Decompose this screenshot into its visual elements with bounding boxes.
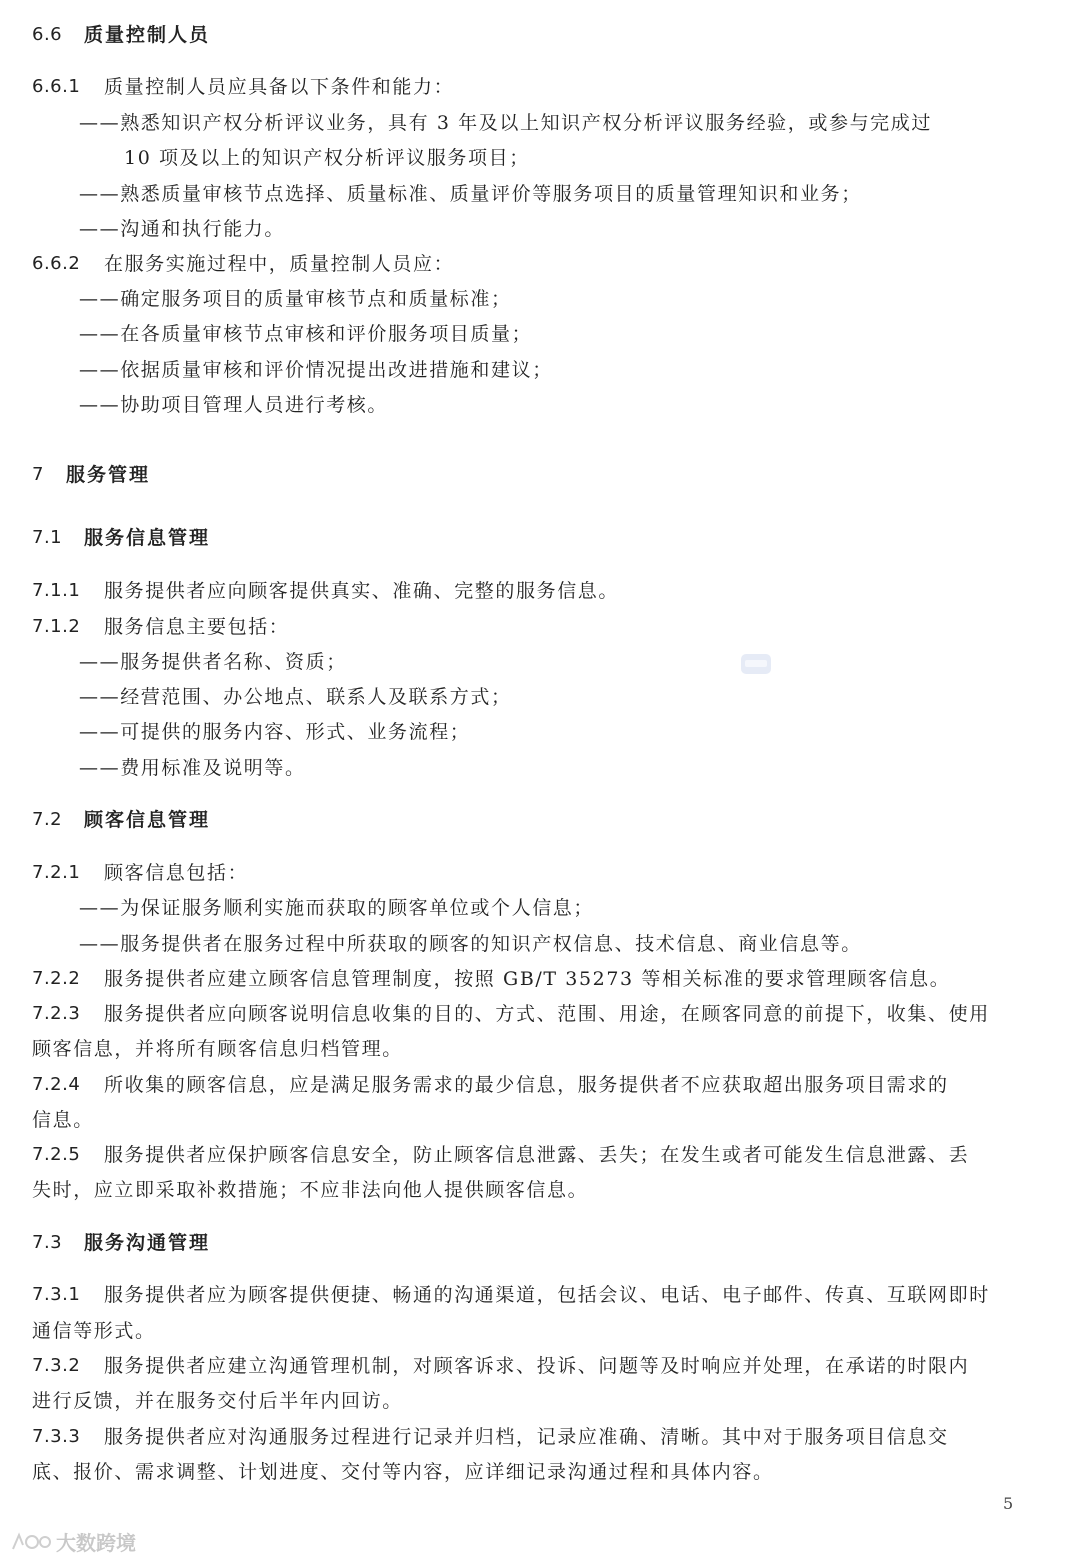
clause-text: 服务提供者应建立顾客信息管理制度，按照 GB/T 35273 等相关标准的要求管理顾客信息。	[104, 968, 951, 990]
clause-text: 服务提供者应向顾客说明信息收集的目的、方式、范围、用途，在顾客同意的前提下，收集、使用	[104, 1003, 990, 1025]
watermark-logo-icon	[10, 1531, 52, 1553]
clause-text: 质量控制人员应具备以下条件和能力：	[104, 76, 455, 98]
clause-text: 失时，应立即采取补救措施；不应非法向他人提供顾客信息。	[32, 1179, 589, 1201]
clause-text: 顾客信息包括：	[104, 862, 249, 884]
list-item-text: ——费用标准及说明等。	[79, 757, 306, 779]
list-item-text: ——确定服务项目的质量审核节点和质量标准；	[79, 288, 512, 310]
section-title: 服务沟通管理	[84, 1232, 211, 1254]
clause-text: 所收集的顾客信息，应是满足服务需求的最少信息，服务提供者不应获取超出服务项目需求的	[104, 1074, 949, 1096]
section-title: 服务信息管理	[84, 527, 211, 549]
chapter-title: 服务管理	[66, 464, 151, 486]
list-item-text: ——为保证服务顺利实施而获取的顾客单位或个人信息；	[79, 897, 595, 919]
section-title: 顾客信息管理	[84, 809, 211, 831]
clause-text: 服务信息主要包括：	[104, 616, 290, 638]
list-item-text: ——熟悉质量审核节点选择、质量标准、质量评价等服务项目的质量管理知识和业务；	[79, 183, 862, 205]
list-item-text: ——熟悉知识产权分析评议业务，具有 3 年及以上知识产权分析评议服务经验，或参与完成过	[79, 112, 932, 134]
list-item-text: ——经营范围、办公地点、联系人及联系方式；	[79, 686, 512, 708]
section-number: 6.6	[32, 24, 63, 45]
list-item-text: ——沟通和执行能力。	[79, 218, 286, 240]
clause-text: 在服务实施过程中，质量控制人员应：	[104, 253, 455, 275]
clause-number: 7.2.2	[32, 968, 81, 989]
clause-number: 7.3.3	[32, 1426, 81, 1447]
clause-number: 7.3.2	[32, 1355, 81, 1376]
clause-text: 服务提供者应为顾客提供便捷、畅通的沟通渠道，包括会议、电话、电子邮件、传真、互联网即时	[104, 1284, 990, 1306]
section-number: 7.2	[32, 809, 63, 830]
list-item-text: ——服务提供者在服务过程中所获取的顾客的知识产权信息、技术信息、商业信息等。	[79, 933, 862, 955]
clause-text: 通信等形式。	[32, 1320, 156, 1342]
clause-number: 7.1.2	[32, 616, 81, 637]
clause-number: 7.2.3	[32, 1003, 81, 1024]
section-number: 7.3	[32, 1232, 63, 1253]
clause-text: 服务提供者应向顾客提供真实、准确、完整的服务信息。	[104, 580, 620, 602]
clause-number: 7.3.1	[32, 1284, 81, 1305]
clause-text: 服务提供者应保护顾客信息安全，防止顾客信息泄露、丢失；在发生或者可能发生信息泄露、丢	[104, 1144, 970, 1166]
clause-text: 顾客信息，并将所有顾客信息归档管理。	[32, 1038, 403, 1060]
clause-number: 6.6.1	[32, 76, 81, 97]
list-item-text: ——服务提供者名称、资质；	[79, 651, 347, 673]
clause-text: 信息。	[32, 1109, 94, 1131]
clause-number: 7.1.1	[32, 580, 81, 601]
clause-text: 底、报价、需求调整、计划进度、交付等内容，应详细记录沟通过程和具体内容。	[32, 1461, 774, 1483]
page-number: 5	[1003, 1494, 1014, 1513]
list-item-text: ——协助项目管理人员进行考核。	[79, 394, 389, 416]
list-item-text: ——可提供的服务内容、形式、业务流程；	[79, 721, 471, 743]
clause-number: 7.2.4	[32, 1074, 81, 1095]
sac-stamp-icon	[740, 652, 772, 676]
clause-number: 6.6.2	[32, 253, 81, 274]
clause-number: 7.2.5	[32, 1144, 81, 1165]
section-number: 7.1	[32, 527, 63, 548]
clause-text: 服务提供者应对沟通服务过程进行记录并归档，记录应准确、清晰。其中对于服务项目信息交	[104, 1426, 949, 1448]
watermark-text: 大数跨境	[56, 1531, 136, 1555]
list-item-text: 10 项及以上的知识产权分析评议服务项目；	[124, 147, 530, 169]
clause-number: 7.2.1	[32, 862, 81, 883]
watermark	[10, 1527, 136, 1556]
list-item-text: ——在各质量审核节点审核和评价服务项目质量；	[79, 323, 533, 345]
list-item-text: ——依据质量审核和评价情况提出改进措施和建议；	[79, 359, 553, 381]
chapter-number: 7	[32, 464, 44, 485]
clause-text: 服务提供者应建立沟通管理机制，对顾客诉求、投诉、问题等及时响应并处理，在承诺的时限内	[104, 1355, 970, 1377]
section-title: 质量控制人员	[84, 24, 211, 46]
clause-text: 进行反馈，并在服务交付后半年内回访。	[32, 1390, 403, 1412]
